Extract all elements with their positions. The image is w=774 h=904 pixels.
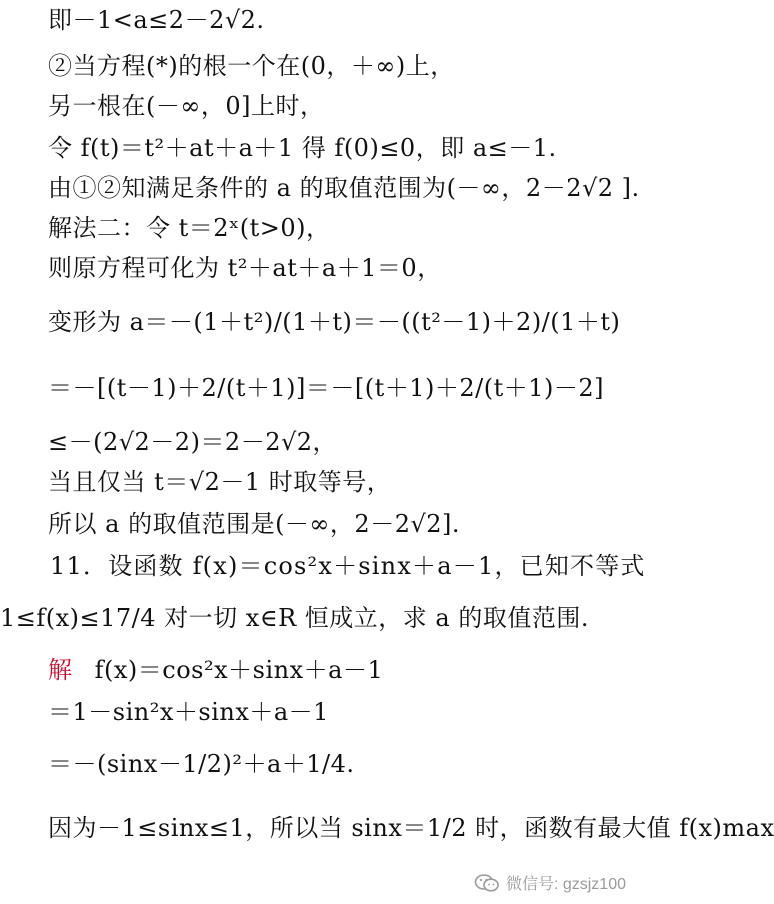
text-line-5: 由①②知满足条件的 a 的取值范围为(－∞，2－2√2 ]. (48, 174, 640, 202)
solution-line-3: ＝－(sinx－1/2)²＋a＋1/4. (48, 750, 355, 778)
solution-line-4: 因为－1≤sinx≤1，所以当 sinx＝1/2 时，函数有最大值 f(x)max (48, 814, 774, 842)
text-line-1: 即－1<a≤2－2√2. (48, 6, 265, 34)
text-line-7: 则原方程可化为 t²＋at＋a＋1＝0， (48, 254, 442, 282)
text-line-9: ＝－[(t－1)＋2/(t＋1)]＝－[(t＋1)＋2/(t＋1)－2] (48, 374, 604, 402)
text-line-4: 令 f(t)＝t²＋at＋a＋1 得 f(0)≤0，即 a≤－1. (48, 134, 557, 162)
solution-label: 解 (48, 656, 73, 684)
problem-11-line-2: 1≤f(x)≤17/4 对一切 x∈R 恒成立，求 a 的取值范围. (0, 604, 589, 632)
watermark (474, 871, 626, 894)
wechat-icon (474, 873, 500, 893)
text-line-8: 变形为 a＝－(1＋t²)/(1＋t)＝－((t²－1)＋2)/(1＋t) (48, 308, 621, 336)
problem-11-line-1: 11．设函数 f(x)＝cos²x＋sinx＋a－1，已知不等式 (50, 552, 646, 580)
solution-line-2: ＝1－sin²x＋sinx＋a－1 (48, 698, 329, 726)
solution-line-1 (48, 654, 630, 686)
text-line-10: ≤－(2√2－2)＝2－2√2， (48, 428, 338, 456)
text-line-12: 所以 a 的取值范围是(－∞，2－2√2]. (48, 510, 461, 538)
watermark-text: 微信号: gzsjz100 (505, 876, 626, 893)
solution-line-1-text: f(x)＝cos²x＋sinx＋a－1 (94, 656, 384, 684)
text-line-2: ②当方程(*)的根一个在(0，＋∞)上， (48, 52, 455, 80)
text-line-3: 另一根在(－∞，0]上时， (48, 92, 325, 120)
text-line-6: 解法二：令 t＝2ˣ(t>0)， (48, 214, 331, 242)
text-line-11: 当且仅当 t＝√2－1 时取等号， (48, 468, 392, 496)
